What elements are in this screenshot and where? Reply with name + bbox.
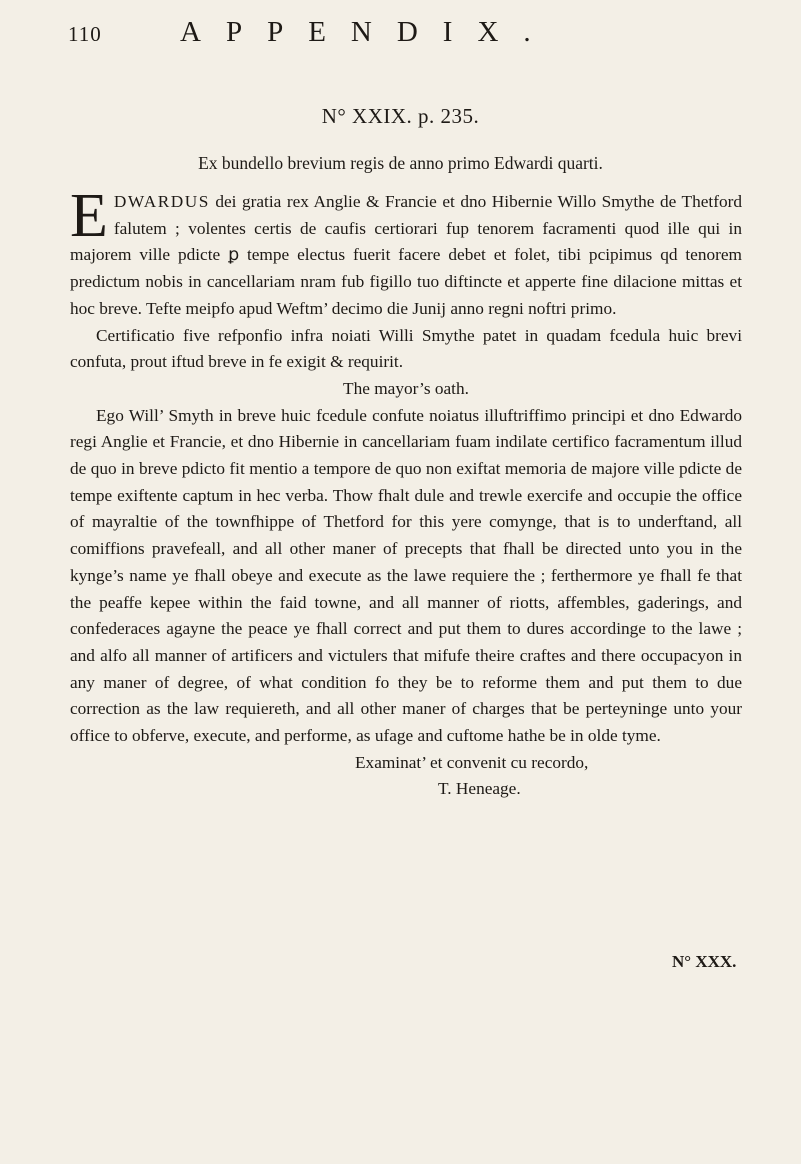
oath-heading: The mayor’s oath.	[343, 378, 469, 398]
oath-paragraph: Ego Will’ Smyth in breve huic fcedule confute noiatus illuftriffimo principi et dno Edwardo regi Anglie et Francie, et dno Hibernie in cancellariam fuam indilate certifico facramentum illud de quo in breve pdicto fit mentio a tempore de quo non exiftat memoria de majore ville pdicte de tempe exiftente captum in hec verba. Thow fhalt dule and trewle exercife and occupie the office of mayraltie of the townfhippe of Thetford for this yere comynge, that is to underftand, all comiffions pravefeall, and all other maner of precepts that fhall be directed unto you in the kynge’s name ye fhall obeye and execute as the lawe requiere the ; ferthermore ye fhall fe that the peaffe kepee within the faid towne, and all manner of riotts, affembles, gaderings, and confederaces agayne the peace ye fhall correct and put them to dures accordinge to the lawe ; and alfo all manner of artificers and victulers that mifufe theire craftes and there occupacyon in any maner of degree, of what condition fo they be to reforme them and put them to due correction as the law requiereth, and all other maner of charges that be perteyninge unto your office to obferve, execute, and performe, as ufage and cuftome hathe be in olde tyme.	[70, 405, 742, 746]
certificatio-paragraph: Certificatio five refponfio infra noiati Willi Smythe patet in quadam fcedula huic brevi confuta, prout iftud breve in fe exigit & requirit.	[70, 325, 742, 372]
document-number: N° XXIX. p. 235.	[321, 104, 480, 128]
catchword: N° XXX.	[672, 952, 737, 971]
writ-text: dei gratia rex Anglie & Francie et dno Hibernie Willo Smythe de Thetford falutem ; volentes certis de caufis certiorari fup tenorem facramenti quod ille qui in majorem ville pdicte ꝑ tempe electus fuerit facere debet et folet, tibi pcipimus qd tenorem predictum nobis in cancellariam nram fub figillo tuo diftincte et apperte fine dilacione mittas et hoc breve. Tefte meipfo apud Weftm’ decimo die Junij anno regni noftri primo.	[70, 192, 742, 318]
running-header	[0, 10, 801, 50]
writ-paragraph	[70, 182, 742, 323]
signature: T. Heneage.	[438, 779, 521, 799]
drop-cap: E	[70, 182, 108, 250]
document-body	[70, 182, 742, 803]
page-number: 110	[68, 22, 102, 46]
running-title: APPENDIX.	[180, 16, 556, 48]
source-line: Ex bundello brevium regis de anno primo Edwardi quarti.	[198, 153, 603, 173]
closing-attestation: Examinat’ et convenit cu recordo,	[355, 752, 589, 772]
first-word: DWARDUS	[113, 192, 210, 211]
